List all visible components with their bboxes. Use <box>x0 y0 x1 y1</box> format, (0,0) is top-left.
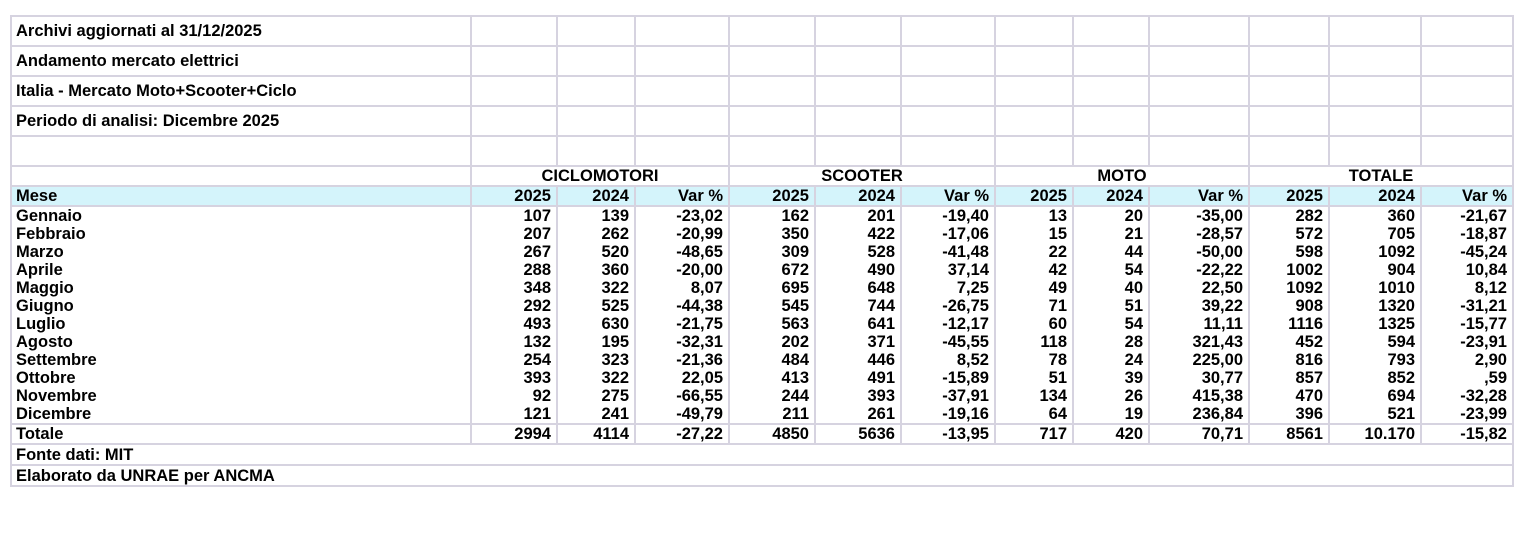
empty-cell <box>1421 46 1513 76</box>
blank-row <box>11 136 1513 166</box>
empty-cell <box>1249 106 1329 136</box>
table-row <box>11 333 1513 351</box>
empty-cell <box>471 76 557 106</box>
total-value: -27,22 <box>635 424 729 444</box>
total-value: 4114 <box>557 424 635 444</box>
table-row <box>11 387 1513 405</box>
value-cell: 267 <box>471 243 557 261</box>
value-cell: 572 <box>1249 225 1329 243</box>
value-cell: 322 <box>557 369 635 387</box>
value-cell: 360 <box>1329 206 1421 225</box>
value-cell: -49,79 <box>635 405 729 424</box>
value-cell: 816 <box>1249 351 1329 369</box>
value-cell: 118 <box>995 333 1073 351</box>
value-cell: 78 <box>995 351 1073 369</box>
value-cell: 44 <box>1073 243 1149 261</box>
value-cell: 422 <box>815 225 901 243</box>
value-cell: -32,28 <box>1421 387 1513 405</box>
value-cell: 705 <box>1329 225 1421 243</box>
total-value: 717 <box>995 424 1073 444</box>
value-cell: 121 <box>471 405 557 424</box>
group-label: TOTALE <box>1249 166 1513 186</box>
value-cell: 241 <box>557 405 635 424</box>
value-cell: -23,99 <box>1421 405 1513 424</box>
value-cell: 396 <box>1249 405 1329 424</box>
empty-cell <box>901 106 995 136</box>
empty-cell <box>1073 46 1149 76</box>
value-cell: 22 <box>995 243 1073 261</box>
empty-cell <box>557 16 635 46</box>
group-label: SCOOTER <box>729 166 995 186</box>
info-section <box>11 16 1513 166</box>
value-cell: 493 <box>471 315 557 333</box>
empty-cell <box>471 136 557 166</box>
value-cell: 648 <box>815 279 901 297</box>
info-row <box>11 106 1513 136</box>
empty-cell <box>901 16 995 46</box>
table-footer <box>11 444 1513 486</box>
empty-cell <box>11 166 471 186</box>
value-cell: 92 <box>471 387 557 405</box>
value-cell: 744 <box>815 297 901 315</box>
column-header: 2025 <box>471 186 557 206</box>
value-cell: 11,11 <box>1149 315 1249 333</box>
value-cell: 54 <box>1073 261 1149 279</box>
value-cell: 13 <box>995 206 1073 225</box>
value-cell: 323 <box>557 351 635 369</box>
value-cell: 244 <box>729 387 815 405</box>
value-cell: 201 <box>815 206 901 225</box>
column-header: Var % <box>635 186 729 206</box>
info-line: Archivi aggiornati al 31/12/2025 <box>11 16 471 46</box>
empty-cell <box>1149 136 1249 166</box>
empty-cell <box>557 46 635 76</box>
total-value: 420 <box>1073 424 1149 444</box>
value-cell: -23,02 <box>635 206 729 225</box>
table-header <box>11 166 1513 206</box>
empty-cell <box>1073 16 1149 46</box>
total-label: Totale <box>11 424 471 444</box>
value-cell: 15 <box>995 225 1073 243</box>
value-cell: 261 <box>815 405 901 424</box>
value-cell: 162 <box>729 206 815 225</box>
table-row <box>11 405 1513 424</box>
value-cell: 393 <box>815 387 901 405</box>
value-cell: 490 <box>815 261 901 279</box>
month-label: Maggio <box>11 279 471 297</box>
value-cell: 521 <box>1329 405 1421 424</box>
value-cell: -45,55 <box>901 333 995 351</box>
value-cell: 1092 <box>1329 243 1421 261</box>
table-row <box>11 279 1513 297</box>
value-cell: 598 <box>1249 243 1329 261</box>
table-row <box>11 315 1513 333</box>
value-cell: 225,00 <box>1149 351 1249 369</box>
value-cell: 134 <box>995 387 1073 405</box>
empty-cell <box>1329 136 1421 166</box>
value-cell: 630 <box>557 315 635 333</box>
value-cell: 413 <box>729 369 815 387</box>
value-cell: 288 <box>471 261 557 279</box>
value-cell: 28 <box>1073 333 1149 351</box>
value-cell: -15,89 <box>901 369 995 387</box>
month-label: Novembre <box>11 387 471 405</box>
value-cell: 904 <box>1329 261 1421 279</box>
value-cell: 51 <box>1073 297 1149 315</box>
table-row <box>11 243 1513 261</box>
value-cell: 1325 <box>1329 315 1421 333</box>
table-row <box>11 225 1513 243</box>
value-cell: 672 <box>729 261 815 279</box>
table-row <box>11 297 1513 315</box>
value-cell: -12,17 <box>901 315 995 333</box>
value-cell: 49 <box>995 279 1073 297</box>
value-cell: 132 <box>471 333 557 351</box>
month-label: Febbraio <box>11 225 471 243</box>
value-cell: 51 <box>995 369 1073 387</box>
value-cell: 322 <box>557 279 635 297</box>
value-cell: 350 <box>729 225 815 243</box>
total-value: 70,71 <box>1149 424 1249 444</box>
value-cell: -66,55 <box>635 387 729 405</box>
value-cell: 1010 <box>1329 279 1421 297</box>
value-cell: 852 <box>1329 369 1421 387</box>
empty-cell <box>1329 46 1421 76</box>
month-label: Luglio <box>11 315 471 333</box>
empty-cell <box>1329 76 1421 106</box>
empty-cell <box>557 106 635 136</box>
value-cell: 40 <box>1073 279 1149 297</box>
empty-cell <box>1073 106 1149 136</box>
empty-cell <box>995 16 1073 46</box>
empty-cell <box>1073 76 1149 106</box>
empty-cell <box>815 136 901 166</box>
month-label: Giugno <box>11 297 471 315</box>
empty-cell <box>471 46 557 76</box>
month-label: Agosto <box>11 333 471 351</box>
empty-cell <box>901 136 995 166</box>
column-header-mese: Mese <box>11 186 471 206</box>
empty-cell <box>995 76 1073 106</box>
empty-cell <box>635 106 729 136</box>
value-cell: 8,52 <box>901 351 995 369</box>
value-cell: 60 <box>995 315 1073 333</box>
empty-cell <box>815 106 901 136</box>
empty-cell <box>1249 46 1329 76</box>
column-header: 2025 <box>729 186 815 206</box>
total-value: 2994 <box>471 424 557 444</box>
value-cell: 563 <box>729 315 815 333</box>
value-cell: 207 <box>471 225 557 243</box>
value-cell: 10,84 <box>1421 261 1513 279</box>
empty-cell <box>1249 16 1329 46</box>
empty-cell <box>1249 136 1329 166</box>
empty-cell <box>1149 16 1249 46</box>
table-body <box>11 206 1513 444</box>
group-label: MOTO <box>995 166 1249 186</box>
value-cell: 7,25 <box>901 279 995 297</box>
value-cell: 26 <box>1073 387 1149 405</box>
value-cell: 528 <box>815 243 901 261</box>
info-line: Periodo di analisi: Dicembre 2025 <box>11 106 471 136</box>
empty-cell <box>471 16 557 46</box>
value-cell: 2,90 <box>1421 351 1513 369</box>
column-header: Var % <box>901 186 995 206</box>
value-cell: 520 <box>557 243 635 261</box>
total-value: -15,82 <box>1421 424 1513 444</box>
value-cell: -19,40 <box>901 206 995 225</box>
month-label: Ottobre <box>11 369 471 387</box>
value-cell: -20,00 <box>635 261 729 279</box>
empty-cell <box>1073 136 1149 166</box>
total-value: 4850 <box>729 424 815 444</box>
empty-cell <box>557 136 635 166</box>
value-cell: 695 <box>729 279 815 297</box>
footer-note: Elaborato da UNRAE per ANCMA <box>11 465 1513 486</box>
group-header-row <box>11 166 1513 186</box>
value-cell: 321,43 <box>1149 333 1249 351</box>
value-cell: 694 <box>1329 387 1421 405</box>
value-cell: 24 <box>1073 351 1149 369</box>
total-value: 5636 <box>815 424 901 444</box>
value-cell: 282 <box>1249 206 1329 225</box>
value-cell: 39 <box>1073 369 1149 387</box>
column-header: Var % <box>1421 186 1513 206</box>
value-cell: -21,36 <box>635 351 729 369</box>
column-header: 2025 <box>995 186 1073 206</box>
empty-cell <box>1249 76 1329 106</box>
value-cell: 22,05 <box>635 369 729 387</box>
empty-cell <box>729 76 815 106</box>
value-cell: 545 <box>729 297 815 315</box>
value-cell: -21,75 <box>635 315 729 333</box>
info-row <box>11 16 1513 46</box>
total-value: -13,95 <box>901 424 995 444</box>
empty-cell <box>815 16 901 46</box>
value-cell: -19,16 <box>901 405 995 424</box>
value-cell: 254 <box>471 351 557 369</box>
empty-cell <box>1149 46 1249 76</box>
value-cell: 202 <box>729 333 815 351</box>
footer-row <box>11 444 1513 465</box>
value-cell: 37,14 <box>901 261 995 279</box>
info-row <box>11 76 1513 106</box>
value-cell: 393 <box>471 369 557 387</box>
value-cell: 19 <box>1073 405 1149 424</box>
info-row <box>11 46 1513 76</box>
value-cell: 195 <box>557 333 635 351</box>
value-cell: -31,21 <box>1421 297 1513 315</box>
value-cell: 491 <box>815 369 901 387</box>
empty-cell <box>1329 106 1421 136</box>
empty-cell <box>557 76 635 106</box>
value-cell: 21 <box>1073 225 1149 243</box>
value-cell: 8,12 <box>1421 279 1513 297</box>
total-row <box>11 424 1513 444</box>
value-cell: 30,77 <box>1149 369 1249 387</box>
value-cell: 107 <box>471 206 557 225</box>
value-cell: -35,00 <box>1149 206 1249 225</box>
value-cell: 793 <box>1329 351 1421 369</box>
empty-cell <box>1329 16 1421 46</box>
value-cell: -44,38 <box>635 297 729 315</box>
empty-cell <box>635 16 729 46</box>
value-cell: 39,22 <box>1149 297 1249 315</box>
column-header: 2024 <box>815 186 901 206</box>
column-header: 2024 <box>1073 186 1149 206</box>
month-label: Aprile <box>11 261 471 279</box>
value-cell: 309 <box>729 243 815 261</box>
empty-cell <box>995 106 1073 136</box>
empty-cell <box>635 76 729 106</box>
month-label: Dicembre <box>11 405 471 424</box>
footer-note: Fonte dati: MIT <box>11 444 1513 465</box>
empty-cell <box>995 136 1073 166</box>
value-cell: 857 <box>1249 369 1329 387</box>
value-cell: -32,31 <box>635 333 729 351</box>
empty-cell <box>1421 76 1513 106</box>
column-header: Var % <box>1149 186 1249 206</box>
value-cell: -21,67 <box>1421 206 1513 225</box>
value-cell: 360 <box>557 261 635 279</box>
total-value: 10.170 <box>1329 424 1421 444</box>
empty-cell <box>729 136 815 166</box>
table-row <box>11 206 1513 225</box>
total-value: 8561 <box>1249 424 1329 444</box>
group-label: CICLOMOTORI <box>471 166 729 186</box>
value-cell: 594 <box>1329 333 1421 351</box>
value-cell: 446 <box>815 351 901 369</box>
value-cell: 1116 <box>1249 315 1329 333</box>
table-row <box>11 351 1513 369</box>
value-cell: 42 <box>995 261 1073 279</box>
empty-cell <box>471 106 557 136</box>
column-header: 2024 <box>557 186 635 206</box>
value-cell: 1320 <box>1329 297 1421 315</box>
value-cell: 525 <box>557 297 635 315</box>
empty-cell <box>729 106 815 136</box>
column-header: 2024 <box>1329 186 1421 206</box>
value-cell: 275 <box>557 387 635 405</box>
value-cell: 292 <box>471 297 557 315</box>
value-cell: -15,77 <box>1421 315 1513 333</box>
value-cell: 20 <box>1073 206 1149 225</box>
market-table <box>10 15 1514 487</box>
value-cell: -50,00 <box>1149 243 1249 261</box>
value-cell: 71 <box>995 297 1073 315</box>
value-cell: -37,91 <box>901 387 995 405</box>
footer-row <box>11 465 1513 486</box>
value-cell: 348 <box>471 279 557 297</box>
value-cell: 415,38 <box>1149 387 1249 405</box>
empty-cell <box>1149 76 1249 106</box>
value-cell: -26,75 <box>901 297 995 315</box>
empty-cell <box>729 16 815 46</box>
month-label: Marzo <box>11 243 471 261</box>
value-cell: 262 <box>557 225 635 243</box>
value-cell: -17,06 <box>901 225 995 243</box>
empty-cell <box>635 136 729 166</box>
table-row <box>11 261 1513 279</box>
value-cell: 139 <box>557 206 635 225</box>
value-cell: -20,99 <box>635 225 729 243</box>
value-cell: 371 <box>815 333 901 351</box>
empty-cell <box>1421 16 1513 46</box>
value-cell: 211 <box>729 405 815 424</box>
value-cell: ,59 <box>1421 369 1513 387</box>
info-line: Italia - Mercato Moto+Scooter+Ciclo <box>11 76 471 106</box>
value-cell: -48,65 <box>635 243 729 261</box>
empty-cell <box>11 136 471 166</box>
table-row <box>11 369 1513 387</box>
value-cell: 908 <box>1249 297 1329 315</box>
column-header-row <box>11 186 1513 206</box>
empty-cell <box>1421 106 1513 136</box>
value-cell: 484 <box>729 351 815 369</box>
value-cell: 22,50 <box>1149 279 1249 297</box>
value-cell: -18,87 <box>1421 225 1513 243</box>
value-cell: -23,91 <box>1421 333 1513 351</box>
empty-cell <box>635 46 729 76</box>
value-cell: 641 <box>815 315 901 333</box>
value-cell: 1002 <box>1249 261 1329 279</box>
value-cell: 8,07 <box>635 279 729 297</box>
value-cell: -28,57 <box>1149 225 1249 243</box>
value-cell: 54 <box>1073 315 1149 333</box>
empty-cell <box>729 46 815 76</box>
value-cell: 1092 <box>1249 279 1329 297</box>
empty-cell <box>815 46 901 76</box>
empty-cell <box>1149 106 1249 136</box>
value-cell: 236,84 <box>1149 405 1249 424</box>
info-line: Andamento mercato elettrici <box>11 46 471 76</box>
empty-cell <box>995 46 1073 76</box>
month-label: Settembre <box>11 351 471 369</box>
month-label: Gennaio <box>11 206 471 225</box>
value-cell: 470 <box>1249 387 1329 405</box>
empty-cell <box>815 76 901 106</box>
empty-cell <box>1421 136 1513 166</box>
value-cell: 64 <box>995 405 1073 424</box>
value-cell: 452 <box>1249 333 1329 351</box>
value-cell: -45,24 <box>1421 243 1513 261</box>
column-header: 2025 <box>1249 186 1329 206</box>
value-cell: -22,22 <box>1149 261 1249 279</box>
value-cell: -41,48 <box>901 243 995 261</box>
empty-cell <box>901 76 995 106</box>
empty-cell <box>901 46 995 76</box>
